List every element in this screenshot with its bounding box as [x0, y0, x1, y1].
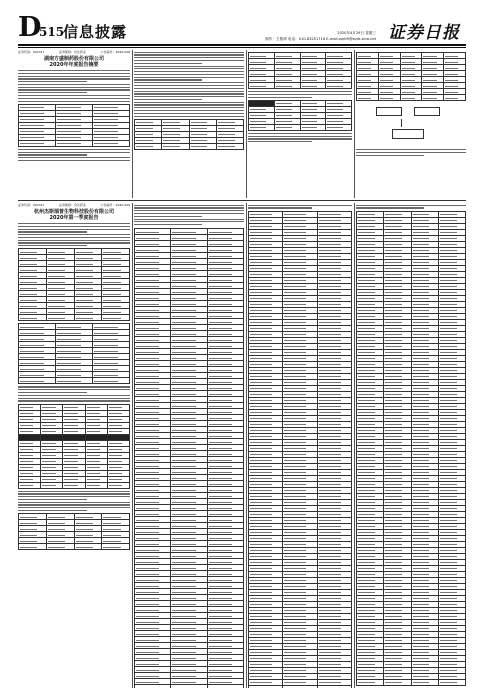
- report-name: 2020年第一季度报告: [49, 215, 99, 221]
- stock-code: 证券代码：002317: [18, 203, 45, 207]
- data-table: [356, 211, 466, 686]
- masthead: [0, 0, 484, 44]
- data-table: [248, 211, 352, 688]
- body-text: [18, 223, 130, 246]
- bottom-left-article: [18, 203, 130, 688]
- body-text: [134, 52, 244, 117]
- ownership-diagram: [356, 105, 466, 145]
- issue-date: 2020年4月29日 星期三: [337, 31, 376, 35]
- top-right-tables: [248, 50, 352, 200]
- body-text: [18, 149, 130, 161]
- data-table: [248, 52, 352, 89]
- section-number: 515: [39, 25, 65, 39]
- report-name: 2020年年度报告摘要: [49, 62, 99, 68]
- body-text: [18, 386, 130, 401]
- data-table: [18, 248, 130, 321]
- bottom-third-column: [248, 203, 352, 688]
- top-middle-article: [134, 50, 244, 200]
- top-far-right-tables: [356, 50, 466, 200]
- announcement-title: [18, 209, 130, 221]
- company-name: 杭州杰斯瑞普生物科技股份有限公司: [33, 209, 114, 215]
- data-table: [356, 52, 466, 101]
- data-table: [18, 104, 130, 147]
- body-text: [248, 133, 352, 143]
- data-table: [134, 119, 244, 150]
- data-table: [18, 404, 130, 489]
- data-table: [18, 513, 130, 550]
- body-text: [134, 205, 244, 226]
- fold-divider: [18, 200, 466, 201]
- bottom-fourth-column: [356, 203, 466, 688]
- body-text: [248, 91, 352, 98]
- stock-abbr: 证券简称：众生药业: [58, 203, 86, 207]
- announcement-no: 公告编号：2020-029: [100, 203, 130, 207]
- announcement-no: 公告编号：2020-028: [100, 50, 130, 54]
- top-left-article: [18, 50, 130, 200]
- editor-contact: 制作：王敬涛 电话：010-83251716 E-mail:zqrb9@zqrb.sina.net: [265, 37, 376, 41]
- body-text: [18, 70, 130, 102]
- newspaper-logo: 证券日报: [388, 23, 460, 43]
- body-text: [248, 205, 352, 209]
- data-table: [18, 323, 130, 384]
- stock-code-line: [18, 203, 130, 207]
- body-text: [18, 491, 130, 512]
- stock-code-line: [18, 50, 130, 54]
- company-name: 湖南方盛制药股份有限公司: [43, 56, 104, 62]
- stock-code: 证券代码：002317: [18, 50, 45, 54]
- header-rule-thin: [18, 47, 466, 48]
- data-table: [248, 100, 352, 131]
- stock-abbr: 证券简称：众生药业: [58, 50, 86, 54]
- body-text: [356, 149, 466, 156]
- section-letter: D: [18, 12, 42, 43]
- announcement-title: [18, 56, 130, 68]
- header-rule: [18, 44, 466, 46]
- body-text: [356, 205, 466, 209]
- section-name: 信息披露: [63, 23, 128, 41]
- bottom-second-column: [134, 203, 244, 688]
- data-table: [134, 228, 244, 688]
